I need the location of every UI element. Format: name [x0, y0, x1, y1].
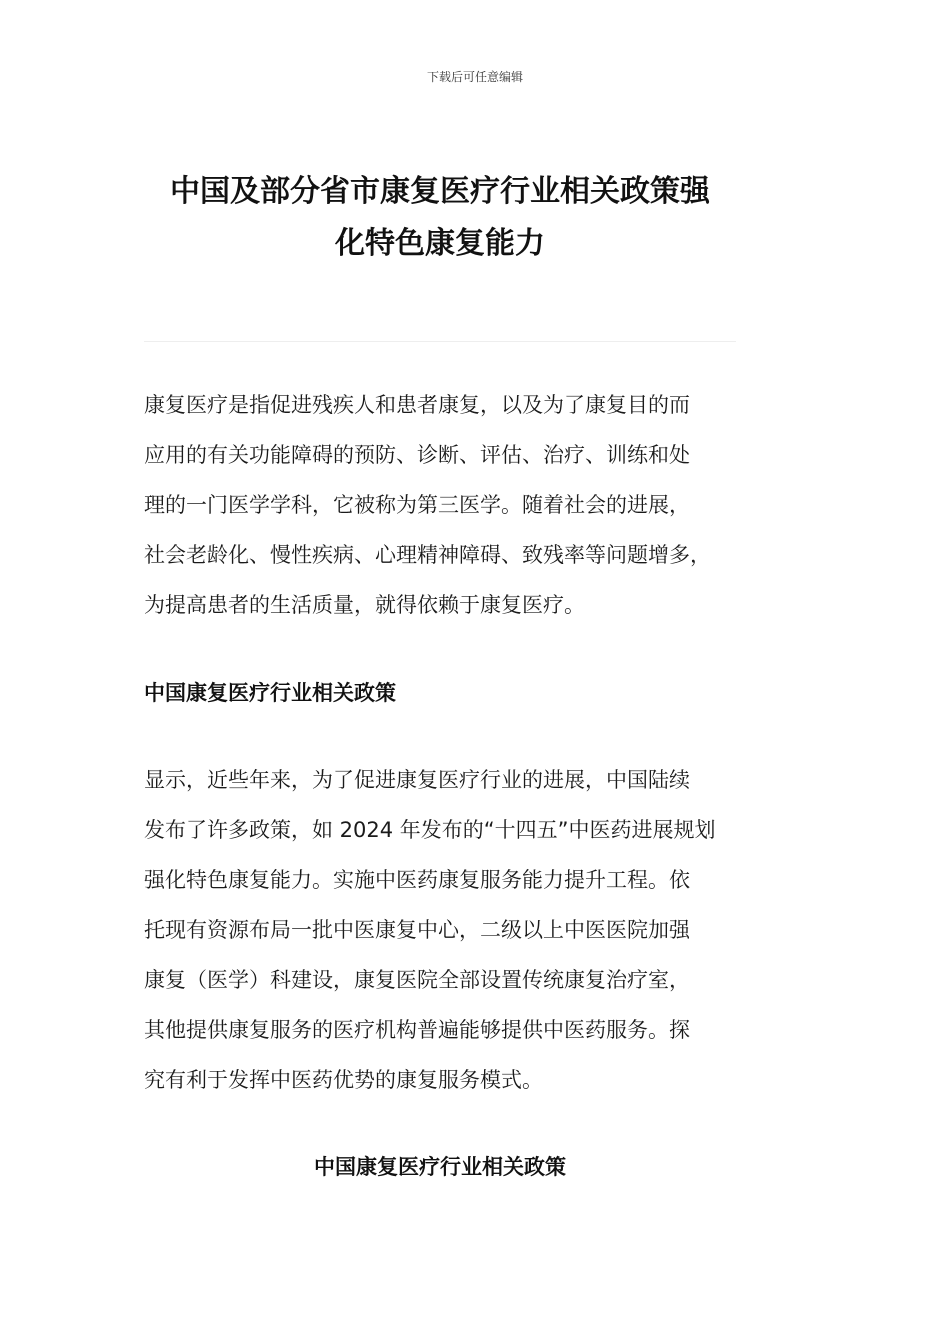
policy-line: 发布了许多政策，如 2024 年发布的“十四五”中医药进展规划 — [144, 818, 716, 842]
figure-caption: 中国康复医疗行业相关政策 — [314, 1155, 566, 1179]
intro-line: 康复医疗是指促进残疾人和患者康复，以及为了康复目的而 — [144, 393, 690, 417]
header-note: 下载后可任意编辑 — [426, 70, 523, 84]
policy-line: 康复（医学）科建设，康复医院全部设置传统康复治疗室， — [144, 968, 690, 992]
intro-line: 为提高患者的生活质量，就得依赖于康复医疗。 — [144, 593, 585, 617]
intro-line: 理的一门医学学科，它被称为第三医学。随着社会的进展， — [144, 493, 690, 517]
intro-line: 应用的有关功能障碍的预防、诊断、评估、治疗、训练和处 — [144, 443, 690, 467]
policy-line: 强化特色康复能力。实施中医药康复服务能力提升工程。依 — [144, 868, 690, 892]
document-title — [140, 166, 740, 270]
section-heading: 中国康复医疗行业相关政策 — [144, 681, 396, 705]
title-line-1: 中国及部分省市康复医疗行业相关政策强 — [170, 174, 710, 209]
intro-paragraph — [144, 380, 744, 630]
intro-line: 社会老龄化、慢性疾病、心理精神障碍、致残率等问题增多， — [144, 543, 711, 567]
policy-paragraph — [144, 755, 744, 1105]
policy-line: 究有利于发挥中医药优势的康复服务模式。 — [144, 1068, 543, 1092]
title-line-2: 化特色康复能力 — [335, 226, 545, 261]
policy-line: 托现有资源布局一批中医康复中心，二级以上中医医院加强 — [144, 918, 690, 942]
policy-line: 其他提供康复服务的医疗机构普遍能够提供中医药服务。探 — [144, 1018, 690, 1042]
policy-line: 显示，近些年来，为了促进康复医疗行业的进展，中国陆续 — [144, 768, 690, 792]
title-divider — [144, 341, 736, 342]
